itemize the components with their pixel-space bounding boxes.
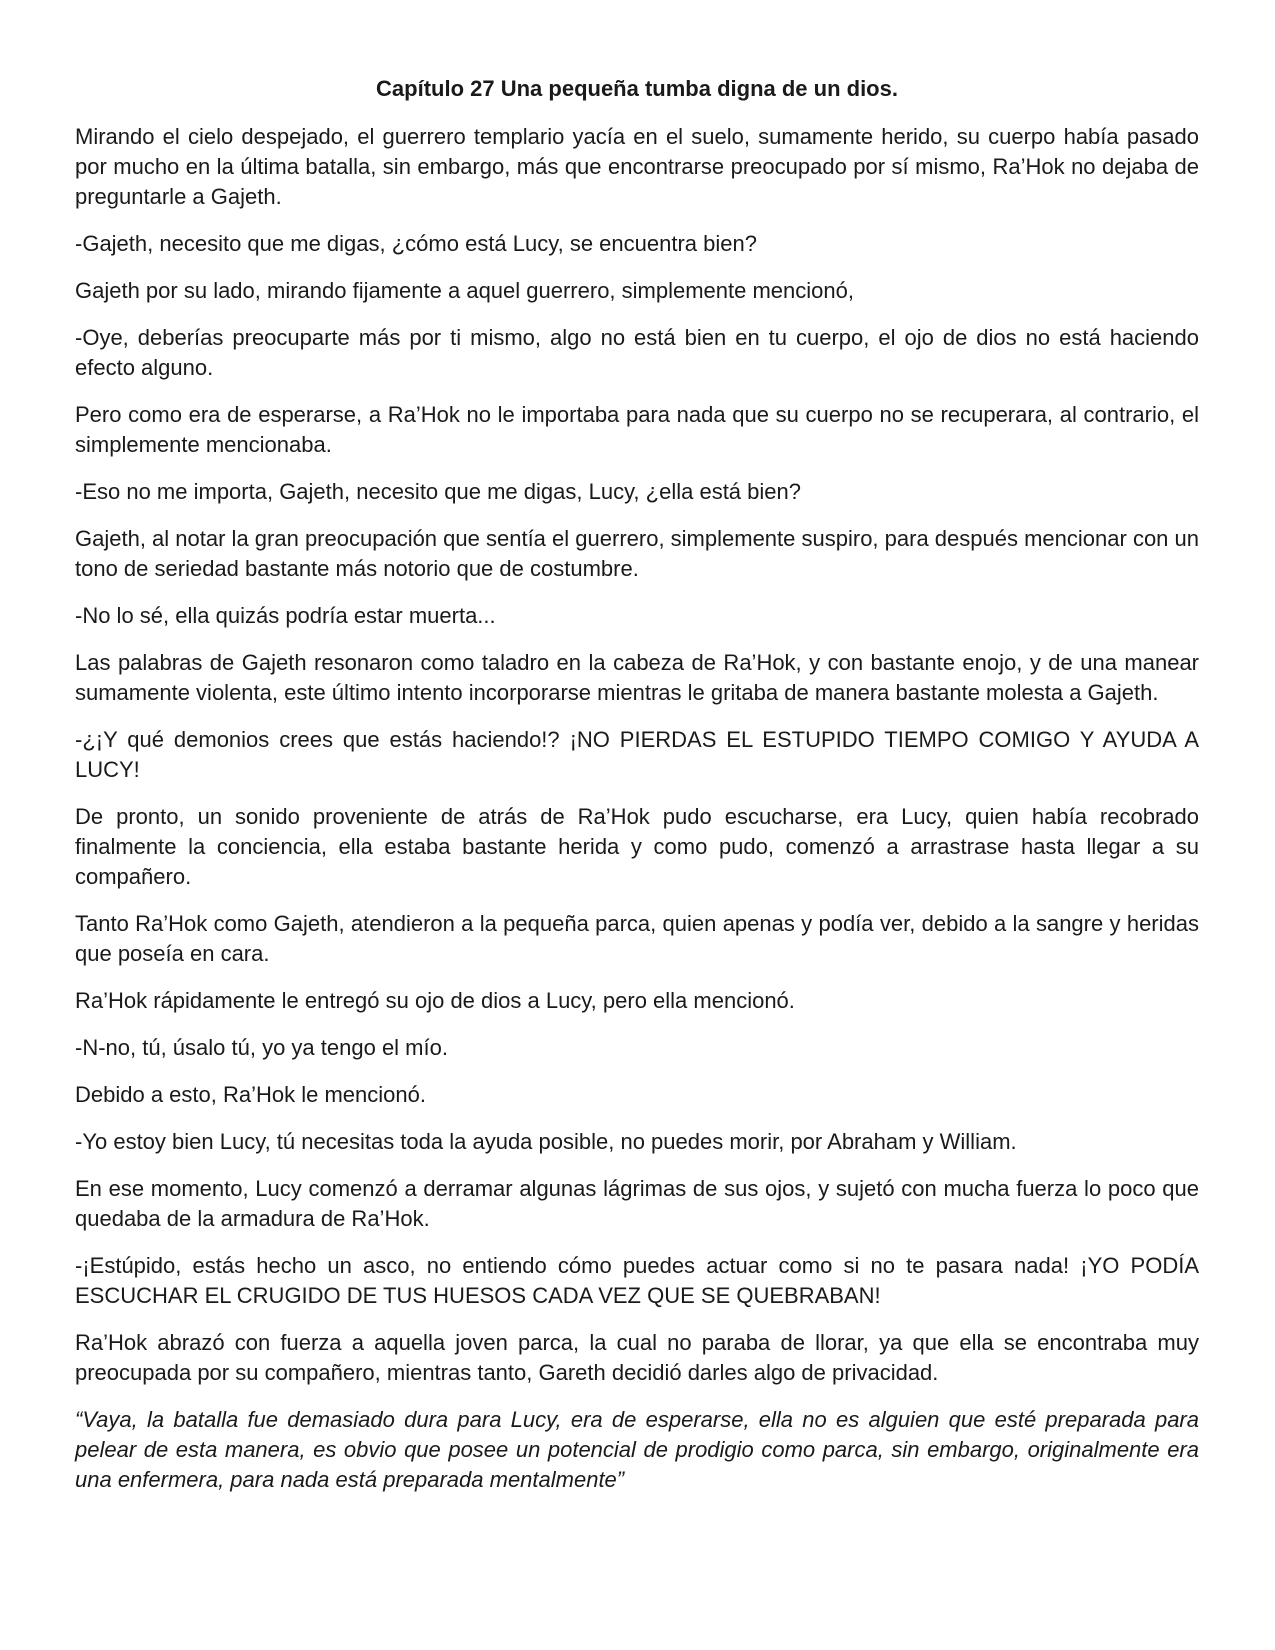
paragraph: Las palabras de Gajeth resonaron como taladro en la cabeza de Ra’Hok, y con bastante enojo, y de una manear sumamente violenta, este último intento incorporarse mientras le gritaba de manera bastante molesta a Gajeth. [75,650,1199,705]
paragraph: Gajeth, al notar la gran preocupación que sentía el guerrero, simplemente suspiro, para después mencionar con un tono de seriedad bastante más notorio que de costumbre. [75,526,1199,581]
paragraph: Pero como era de esperarse, a Ra’Hok no le importaba para nada que su cuerpo no se recuperara, al contrario, el simplemente mencionaba. [75,402,1199,457]
paragraph: -¿¡Y qué demonios crees que estás haciendo!? ¡NO PIERDAS EL ESTUPIDO TIEMPO COMIGO Y AYUDA A LUCY! [75,727,1199,782]
paragraph: -N-no, tú, úsalo tú, yo ya tengo el mío. [75,1035,448,1060]
paragraph: -¡Estúpido, estás hecho un asco, no entiendo cómo puedes actuar como si no te pasara nada! ¡YO PODÍA ESCUCHAR EL CRUGIDO DE TUS HUESOS CADA VEZ QUE SE QUEBRABAN! [75,1253,1199,1308]
italic-thought-paragraph: “Vaya, la batalla fue demasiado dura para Lucy, era de esperarse, ella no es alguien que esté preparada para pelear de esta manera, es obvio que posee un potencial de prodigio como parca, sin embargo, originalmente era una enfermera, para nada está preparada mentalmente” [75,1407,1199,1492]
paragraph: Tanto Ra’Hok como Gajeth, atendieron a la pequeña parca, quien apenas y podía ver, debido a la sangre y heridas que poseía en cara. [75,911,1199,966]
paragraph: Ra’Hok rápidamente le entregó su ojo de dios a Lucy, pero ella mencionó. [75,988,795,1013]
paragraph: Mirando el cielo despejado, el guerrero templario yacía en el suelo, sumamente herido, su cuerpo había pasado por mucho en la última batalla, sin embargo, más que encontrarse preocupado por sí mismo, Ra’Hok no dejaba de preguntarle a Gajeth. [75,124,1199,209]
paragraph: Gajeth por su lado, mirando fijamente a aquel guerrero, simplemente mencionó, [75,278,854,303]
paragraph: En ese momento, Lucy comenzó a derramar algunas lágrimas de sus ojos, y sujetó con mucha fuerza lo poco que quedaba de la armadura de Ra’Hok. [75,1176,1199,1231]
chapter-title: Capítulo 27 Una pequeña tumba digna de un dios. [376,76,898,101]
paragraph: -Oye, deberías preocuparte más por ti mismo, algo no está bien en tu cuerpo, el ojo de dios no está haciendo efecto alguno. [75,325,1199,380]
paragraph: Debido a esto, Ra’Hok le mencionó. [75,1082,426,1107]
paragraph: -Gajeth, necesito que me digas, ¿cómo está Lucy, se encuentra bien? [75,231,757,256]
paragraph: De pronto, un sonido proveniente de atrás de Ra’Hok pudo escucharse, era Lucy, quien había recobrado finalmente la conciencia, ella estaba bastante herida y como pudo, comenzó a arrastrase hasta llegar a su compañero. [75,804,1199,889]
paragraph: -Yo estoy bien Lucy, tú necesitas toda la ayuda posible, no puedes morir, por Abraham y William. [75,1129,1017,1154]
paragraph: Ra’Hok abrazó con fuerza a aquella joven parca, la cual no paraba de llorar, ya que ella se encontraba muy preocupada por su compañero, mientras tanto, Gareth decidió darles algo de privacidad. [75,1330,1199,1385]
paragraph: -Eso no me importa, Gajeth, necesito que me digas, Lucy, ¿ella está bien? [75,479,801,504]
document-page [75,72,1199,1512]
paragraph: -No lo sé, ella quizás podría estar muerta... [75,603,496,628]
